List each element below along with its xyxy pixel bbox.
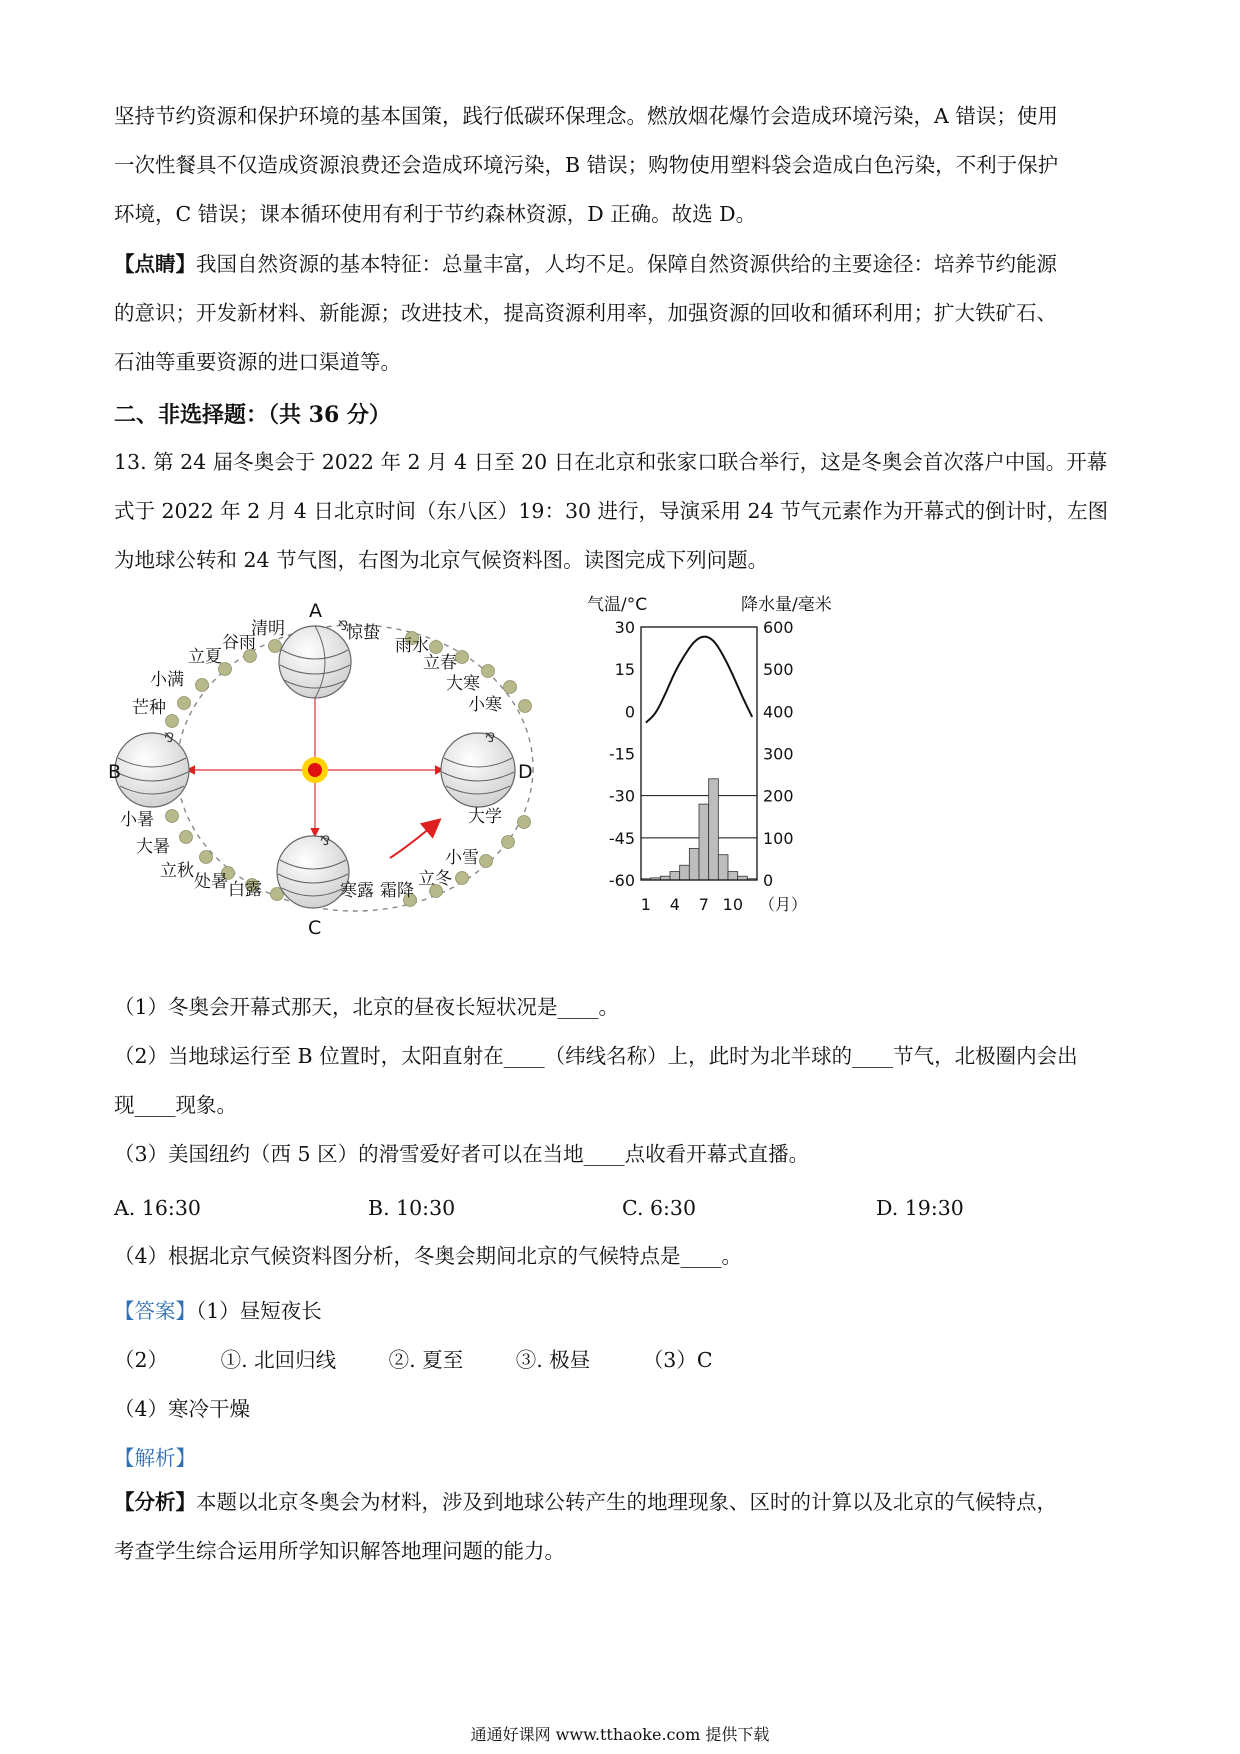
intro-line: 坚持节约资源和保护环境的基本国策，践行低碳环保理念。燃放烟花爆竹会造成环境污染，A 错误；使用 [114,104,1058,128]
axis-symbol: ⅋ [164,731,175,746]
solar-term-label: 小寒 [468,695,502,715]
position-c-label: C [308,917,322,939]
solar-term-label: 小满 [150,670,184,690]
question-13 [114,438,1134,585]
precipitation-tick-label: 0 [763,871,774,890]
answer-1: （1）昼短夜长 [196,1299,322,1323]
precipitation-tick-label: 300 [763,744,794,764]
position-a-label: A [309,600,322,622]
precipitation-bar [670,872,680,880]
answer-2-item: ③. 极昼 [515,1348,591,1372]
question-line: 为地球公转和 24 节气图，右图为北京气候资料图。读图完成下列问题。 [114,548,769,572]
precipitation-tick-label: 200 [763,786,794,806]
globe-a-icon [279,626,351,698]
sub-question-3: （3）美国纽约（西 5 区）的滑雪爱好者可以在当地____点收看开幕式直播。 [114,1142,810,1166]
sub-question-2: （2）当地球运行至 B 位置时，太阳直射在____（纬线名称）上，此时为北半球的____节气，北极圈内会出 [114,1044,1078,1068]
solar-term-label: 小雪 [445,848,479,868]
axis-symbol: ⅋ [320,834,331,849]
intro-paragraph [114,92,1134,239]
option-c: C. 6:30 [622,1196,697,1220]
earth-orbit-diagram [110,590,610,940]
temperature-tick-label: -15 [608,744,635,764]
analysis-line: 本题以北京冬奥会为材料，涉及到地球公转产生的地理现象、区时的计算以及北京的气候特点， [196,1490,1057,1514]
axis-symbol: ⅋ [338,619,349,634]
temperature-tick-label: 0 [624,702,635,722]
analysis-paragraph [114,1478,1134,1576]
temperature-axis-label: 气温/°C [587,595,648,615]
analysis-label: 【分析】 [114,1490,196,1514]
answer-3: （3）C [642,1348,713,1372]
answer-2-item: ①. 北回归线 [220,1348,337,1372]
dianjing-label: 【点睛】 [114,252,196,276]
solar-term-label: 立夏 [188,647,222,667]
temperature-tick-label: -60 [608,871,635,890]
solar-term-label: 立秋 [160,861,194,881]
precipitation-tick-label: 100 [763,828,794,848]
beijing-climate-chart [585,590,865,930]
intro-line: 环境，C 错误；课本循环使用有利于节约森林资源，D 正确。故选 D。 [114,202,757,226]
precipitation-tick-label: 400 [763,702,794,722]
precipitation-bar [728,872,738,880]
solar-term-label: 谷雨 [222,633,256,653]
temperature-tick-label: -30 [608,786,635,806]
precipitation-bar [718,855,728,880]
dianjing-paragraph [114,240,1134,387]
solar-term-label: 大寒 [446,674,480,694]
sub-question-1: （1）冬奥会开幕式那天，北京的昼夜长短状况是____。 [114,995,620,1019]
solar-term-label: 小暑 [120,810,154,830]
question-line: 式于 2022 年 2 月 4 日北京时间（东八区）19：30 进行，导演采用 24 节气元素作为开幕式的倒计时，左图 [114,499,1109,523]
solar-term-label: 清明 [251,619,285,639]
option-b: B. 10:30 [368,1196,456,1220]
month-tick-label: 4 [669,895,680,914]
month-tick-label: 1 [640,895,651,914]
position-b-label: B [108,761,122,783]
temperature-line [646,637,752,723]
precipitation-bar [709,779,719,880]
question-line: 13. 第 24 届冬奥会于 2022 年 2 月 4 日至 20 日在北京和张家口联合举行，这是冬奥会首次落户中国。开幕 [114,450,1108,474]
globe-b-icon [115,733,189,807]
solar-term-label: 大暑 [136,837,170,857]
option-a: A. 16:30 [114,1196,201,1220]
solar-term-label: 大学 [468,807,502,827]
precipitation-tick-label: 600 [763,618,794,637]
solar-term-label: 芒种 [132,698,166,718]
dianjing-line: 我国自然资源的基本特征：总量丰富，人均不足。保障自然资源供给的主要途径：培养节约能源 [196,252,1057,276]
dianjing-line: 石油等重要资源的进口渠道等。 [114,350,401,374]
precipitation-tick-label: 500 [763,660,794,680]
sub-question-2-cont: 现____现象。 [114,1093,237,1117]
jiexi-label: 【解析】 [114,1446,196,1470]
solar-term-label: 处暑 [194,872,228,892]
solar-term-label: 白露 [228,880,262,900]
footer: 通通好课网 www.tthaoke.com 提供下载 [470,1725,770,1744]
month-tick-label: 7 [698,895,709,914]
position-d-label: D [518,761,533,783]
solar-term-label: 寒露 [340,881,374,901]
solar-term-label: 立冬 [418,869,452,889]
precipitation-axis-label: 降水量/毫米 [741,595,832,615]
solar-term-label: 惊蛰 [346,623,380,643]
answer-2-prefix: （2） [114,1348,169,1372]
solar-term-label: 立春 [423,653,457,673]
answer-line-1 [114,1294,322,1324]
precipitation-bar [680,865,690,880]
globe-c-icon [277,836,349,908]
answer-line-2 [114,1343,759,1373]
intro-line: 一次性餐具不仅造成资源浪费还会造成环境污染，B 错误；购物使用塑料袋会造成白色污染，不利于保护 [114,153,1059,177]
revolution-arrow-icon [390,822,437,858]
solar-term-label: 霜降 [380,881,414,901]
precipitation-bar [699,804,709,880]
globe-d-icon [441,733,515,807]
analysis-line: 考查学生综合运用所学知识解答地理问题的能力。 [114,1539,565,1563]
temperature-tick-label: -45 [608,828,635,848]
solar-term-label: 雨水 [395,636,429,656]
temperature-tick-label: 30 [614,618,635,637]
answer-4: （4）寒冷干燥 [114,1397,251,1421]
answer-2-item: ②. 夏至 [388,1348,464,1372]
month-tick-label: 10 [722,895,744,914]
precipitation-bar [689,848,699,880]
dianjing-line: 的意识；开发新材料、新能源；改进技术，提高资源利用率，加强资源的回收和循环利用；扩大铁矿石、 [114,301,1057,325]
section-title: 二、非选择题：（共 36 分） [114,402,391,428]
option-d: D. 19:30 [876,1196,964,1220]
axis-symbol: ⅋ [485,731,496,746]
sub-questions [114,983,1134,1179]
sub-question-4: （4）根据北京气候资料图分析，冬奥会期间北京的气候特点是____。 [114,1244,743,1268]
answer-label: 【答案】 [114,1299,196,1323]
month-unit-label: （月） [759,895,808,914]
temperature-tick-label: 15 [614,660,635,680]
